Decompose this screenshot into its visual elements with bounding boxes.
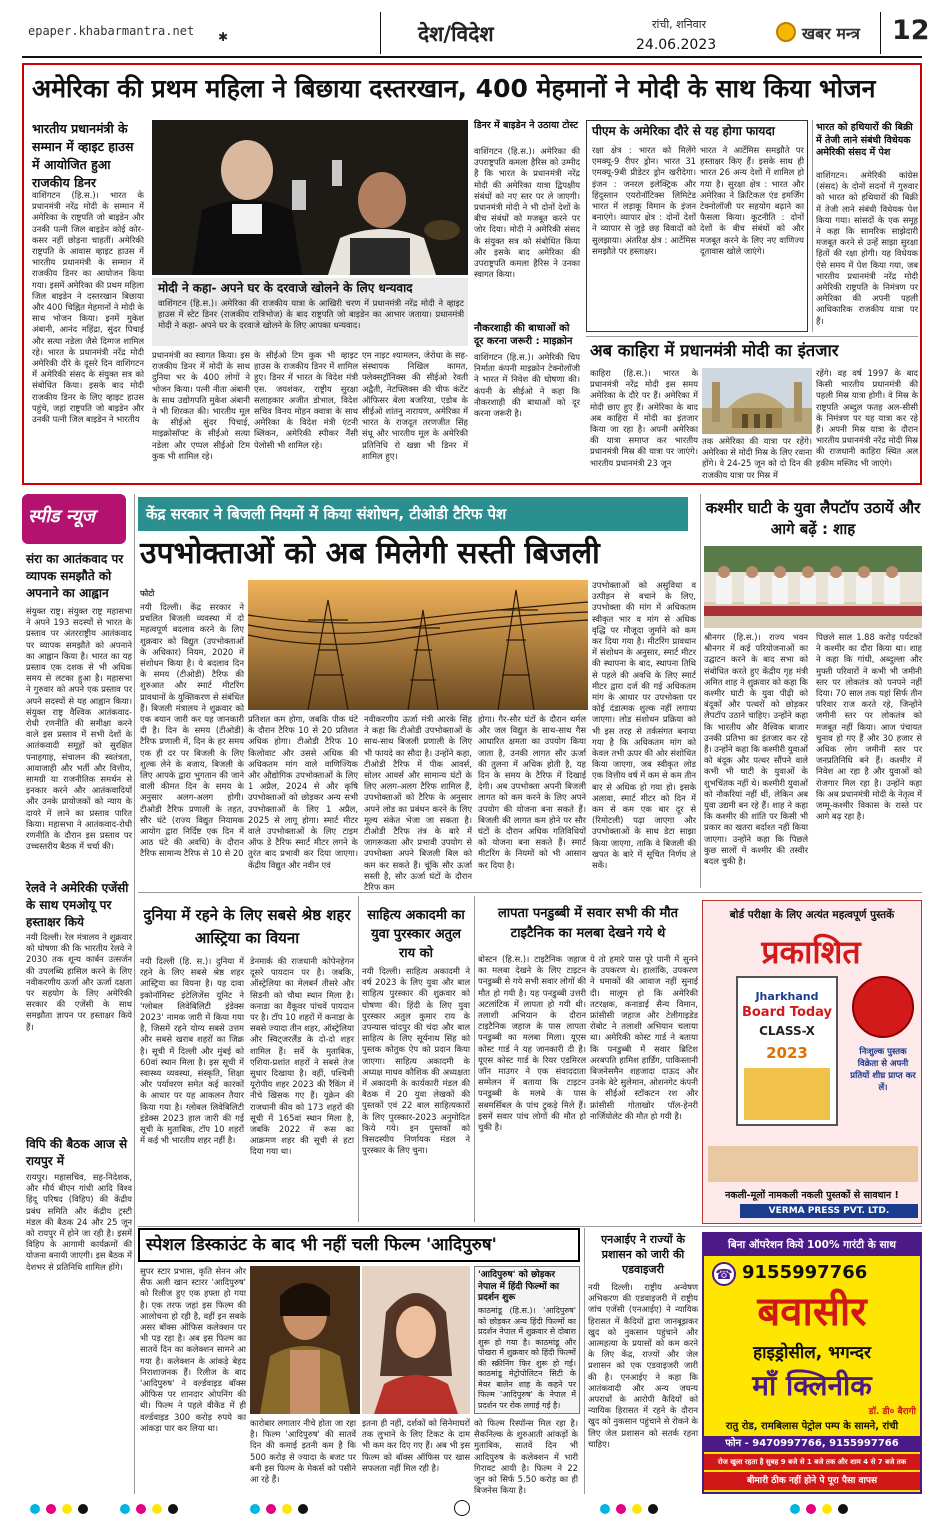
- power-strap: केंद्र सरकार ने बिजली नियमों में किया संशोधन, टीओडी टैरिफ पेश: [146, 505, 507, 523]
- clinic-ad-top: बिना ऑपरेशन किये 100% गारंटी के साथ: [704, 1234, 920, 1256]
- book-ad-side-note: निःशुल्क पुस्तक विक्रेता से अपनी प्रतियों शीघ्र प्राप्त कर लें।: [850, 1047, 916, 1093]
- cairo-photo: [702, 368, 812, 434]
- cairo-body1: काहिरा (हि.स.)। भारत के प्रधानमंत्री नरेंद्र मोदी इस समय अमेरिका के दौरे पर हैं। अमेरिका में मोदी छाए हुए हैं। अमेरिका के बाद अब काहिरा में मोदी का इंतजार किया जा रहा है। अपनी अमेरिका की यात्रा समाप्त कर भारतीय प्रधानमंत्री मिस्र की यात्रा पर जाएंगे। भारतीय प्रधानमंत्री 23 जून: [590, 368, 698, 468]
- lead-below-col2: के सीईओ टिम कुक भी व्हाइट हाउस के राजकीय डिनर में शामिल हुए। डिनर में भारत के विदेश मंत्री एस. जयशंकर, राष्ट्रीय सुरक्षा सलाहकार अजीत डोभाल, विदेश सचिव विनय मोहन क्वात्रा के साथ अमेरिका के विदेश मंत्री एंटनी ब्लिंकन, अमेरिकी स्पीकर नैंसी पेलोसी भी शामिल रहे।: [254, 350, 358, 450]
- book-ad-top: बोर्ड परीक्षा के लिए अत्यंत महत्वपूर्ण पुस्तकें: [729, 909, 895, 921]
- vienna-headline: दुनिया में रहने के लिए सबसे श्रेष्ठ शहर आस्ट्रिया का वियना: [143, 906, 351, 947]
- color-dot: [822, 1504, 832, 1514]
- lead-below-col3: एम नाइट श्यामलन, जेरोधा के सह-संस्थापक निखिल कामत, फ्लेक्सट्रॉनिक्स की सीईओ रेवती अद्वैती, नेटफ्लिक्स की चीफ कंटेंट ऑफिसर बेला बजरिया, एडोब के सीईओ शांतनु नारायण, अमेरिका में भारत के राजदूत तरणजीत सिंह संधू और भारतीय मूल के अमेरिकी प्रतिनिधि रो खन्ना भी डिनर में शामिल हुए।: [362, 350, 468, 461]
- power-col3: नवीकरणीय ऊर्जा मंत्री आरके सिंह ने कहा कि टीओडी उपभोक्ताओं के साथ-साथ बिजली प्रणाली के लिए भी फायदे का सौदा है। उन्होंने कहा, टीओडी टैरिफ में पीक आवर्स, सोलर आवर्स और सामान्य घंटों के लिए अलग-अलग टैरिफ शामिल हैं, उपभोक्ताओं को टैरिफ के अनुसार अपने लोड का प्रबंधन करने के लिए मूल्य संकेत भेजा जा सकता है। टीओडी टैरिफ तंत्र के बारे में जागरूकता और प्रभावी उपयोग से उपभोक्ता अपने बिजली बिल को कम कर सकते हैं। चूंकि सौर ऊर्जा सस्ती है, सौर ऊर्जा घंटों के दौरान टैरिफ कम: [364, 714, 472, 893]
- book-ad-badge: [852, 976, 914, 1038]
- brand-name: खबर मन्त्र: [802, 24, 860, 43]
- book-ad-publisher: VERMA PRESS PVT. LTD.: [740, 1204, 918, 1218]
- clinic-phone[interactable]: 9155997766: [742, 1262, 868, 1283]
- sahitya-headline: साहित्य अकादमी का युवा पुरस्कार अतुल राय को: [367, 908, 465, 961]
- color-dot: [266, 1504, 276, 1514]
- color-dot: [152, 1504, 162, 1514]
- color-dot: [136, 1504, 146, 1514]
- clinic-main: बवासीर: [757, 1289, 867, 1335]
- benefits-box-right: भारत ने आर्टेमिस समझौते पर हस्ताक्षर किए हैं। इसके साथ ही भारत 26 अन्य देशों में शामिल हो गया है। सुरक्षा क्षेत्र : भारत और अमेरिका ने क्रिटिकल एंड इमर्जिंग टेक्नोलॉजी पर सहयोग बढ़ाने का फैसला किया। कूटनीति : दोनों देशों के बीच संबंधों को और मजबूत करने के लिए नए वाणिज्य दूतावास खोले जाएंगे।: [700, 145, 804, 256]
- kashmir-rule: [700, 494, 701, 888]
- speed-body1: संयुक्त राष्ट्र। संयुक्त राष्ट्र महासभा ने अपने 193 सदस्यों से भारत के प्रस्ताव पर अंतरराष्ट्रीय आतंकवाद पर व्यापक समझौते को अपनाने का आह्वान किया है। भारत का यह प्रस्ताव एक दशक से भी अधिक समय से लटका हुआ है। महासभा ने गुरुवार को अपने एक प्रस्ताव पर अपने सदस्यों से यह आह्वान किया। संयुक्त राष्ट्र वैश्विक आतंकवाद-रोधी रणनीति की समीक्षा करने वाले इस प्रस्ताव में सभी देशों के आतंकवादी समूहों को सुरक्षित पनाहगाह, संचालन की स्वतंत्रता, आवाजाही और भर्ती और वित्तीय, सामग्री या राजनीतिक समर्थन से इनकार करने और आतंकवादियों और उनके प्रायोजकों को न्याय के दायरे में लाने का प्रस्ताव पारित किया। महासभा ने आतंकवाद-रोधी रणनीति के दौरान इस प्रस्ताव पर उच्चस्तरीय बैठक में चर्चा की।: [26, 606, 132, 852]
- lead-below-col1: प्रधानमंत्री का स्वागत किया। इस राजकीय डिनर में मोदी के साथ दुनिया भर के 400 लोगों ने भोजन किया। पत्नी नीता अंबानी के साथ उद्योगपति मुकेश अंबानी ने भी शिरकत की। भारतीय मूल के सीईओ सुंदर पिचाई, माइक्रोसॉफ्ट के सीईओ सत्या नडेला और एप्पल सीईओ टिम कुक भी शामिल रहे।: [152, 350, 250, 461]
- page-number: 12: [892, 15, 930, 46]
- book-title2: Board Today: [741, 1005, 833, 1020]
- masthead-rule: [22, 56, 922, 58]
- color-dot: [806, 1504, 816, 1514]
- clinic-sub: हाइड्रोसील, भगन्दर: [753, 1343, 871, 1363]
- color-dot: [632, 1504, 642, 1514]
- speed-news-logo: [22, 494, 126, 544]
- color-dot: [616, 1504, 626, 1514]
- sahitya-rule: [474, 896, 475, 1222]
- speed-news-label: स्पीड न्यूज: [28, 506, 95, 527]
- row3-rule: [138, 1226, 922, 1227]
- nepal-inset-body: काठमांडू (हि.स.)। 'आदिपुरुष' को छोड़कर अन्य हिंदी फिल्मों का प्रदर्शन नेपाल में शुक्रवार से दोबारा शुरू हो गया है। काठमांडू और पोखरा में शुक्रवार को हिंदी फिल्मों की स्क्रीनिंग फिर शुरू हो गई। काठमांडू मेट्रोपोलिटन सिटी के मेयर बालेन शाह के कहने पर फिल्म 'आदिपुरुष' के नेपाल में प्रदर्शन पर रोक लगाई गई है।: [478, 1306, 576, 1410]
- nia-body: नयी दिल्ली। राष्ट्रीय अन्वेषण अभिकरण की एडवाइजरी में राष्ट्रीय जांच एजेंसी (एनआईए) ने न्यायिक हिरासत में कैदियों द्वारा जानबूझकर खुद को नुकसान पहुंचाने और आत्महत्या के प्रयासों को कम करने के लिए केंद्र, राज्यों और जेल प्रशासन को एक एडवाइजरी जारी की है। एनआईए ने कहा कि आतंकवादी और अन्य जघन्य अपराधों के आरोपी कैदियों को न्यायिक हिरासत में रहने के दौरान खुद को नुकसान पहुंचाने से रोकने के लिए जेल प्रशासन को सतर्क रहना चाहिए।: [588, 1282, 698, 1449]
- power-col4: होगा। गैर-सौर घंटों के दौरान थर्मल और जल विद्युत के साथ-साथ गैस आधारित क्षमता का उपयोग किया जाता है, उनकी लागत सौर ऊर्जा की तुलना में अधिक होती है, यह दिन के समय के टैरिफ में दिखाई देगी। अब उपभोक्ता अपनी बिजली लागत को कम करने के लिए अपने उपयोग की योजना बना सकते हैं। बिजली की लागत कम होने पर सौर घंटों के दौरान अधिक गतिविधियों को योजना बना सकते हैं। स्मार्ट मीटरिंग के नियमों को भी आसान कर दिया है।: [478, 714, 586, 870]
- adipurush-col1: सुपर स्टार प्रभास, कृति सेनन और सैफ अली खान स्टारर 'आदिपुरुष' को रिलीज हुए एक हफ्ता हो गया है। एक तरफ जहां इस फिल्म की आलोचना हो रही है, वहीं इन सबके असर बॉक्स ऑफिस कलेक्शन पर भी पड़ रहा है। अब इस फिल्म का सातवें दिन का कलेक्शन सामने आ गया है। कलेक्शन के आंकड़े बेहद निराशाजनक हैं। रिलीज के बाद 'आदिपुरुष' ने वर्ल्डवाइड बॉक्स ऑफिस पर शानदार ओपनिंग की थी। फिल्म ने पहले वीकेंड में ही वर्ल्डवाइड 300 करोड़ रुपये का आंकड़ा पार कर लिया था।: [140, 1266, 246, 1433]
- nia-headline: एनआईए ने राज्यों के प्रशासन को जारी की एडवाइजरी: [601, 1233, 685, 1276]
- book-ad-bottom: नकली-मूलों नामकली नकली पुस्तकों से सावधान !: [725, 1190, 899, 1201]
- book-cover-art: [744, 1068, 830, 1120]
- color-dot: [78, 1504, 88, 1514]
- titanic-col1: बोस्टन (हि.स.)। टाइटैनिक जहाज का मलबा देखने के लिए टाइटन पनडुब्बी से गये सभी सवार लोगों की मौत हो गयी है। यह पनडुब्बी उत्तरी अटलांटिक में लापता हो गयी थी। तलाशी अभियान के दौरान टाइटैनिक जहाज के पास लापता पनडुब्बी का मलबा मिला। यूएस कोस्ट गार्ड ने यह जानकारी दी है। यूएस कोस्ट गार्ड के रियर एडमिरल जॉन माउगर ने एक संवाददाता सम्मेलन में बताया कि टाइटन पनडुब्बी के मलबे के पास सबमर्सिबल के पांच टुकड़े मिले हैं। इसमें सवार पांच लोगों की मौत हो चुकी है।: [478, 954, 586, 1133]
- masthead-divider: [380, 12, 381, 54]
- row2-rule: [138, 892, 922, 893]
- clinic-doctor: डॉ. डी० बैरागी: [868, 1407, 916, 1417]
- vienna-col2: डेनमार्क की राजधानी कोपेनहेगन दूसरे पायदान पर है। जबकि, ऑस्ट्रेलिया का मेलबर्न तीसरे और सिडनी को चौथा स्थान मिला है। कनाडा का वैंकूवर पांचवें पायदान पर है। टॉप 10 शहरों में कनाडा के सबसे ज्यादा तीन शहर, ऑस्ट्रेलिया और स्विट्जरलैंड के दो-दो शहर शामिल हैं। सर्वे के मुताबिक, एशिया-प्रशांत शहरों ने सबसे तेज सुधार दिखाया है। वहीं, पश्चिमी यूरोपीय शहर 2023 की रैंकिंग में नीचे खिसक गए हैं। यूक्रेन की राजधानी कीव को 173 शहरों की सूची में 165वां स्थान मिला है, जबकि 2022 में रूस का आक्रमण शहर की सूची से हटा दिया गया था।: [250, 956, 354, 1157]
- book-thumbnails: [708, 1146, 918, 1182]
- color-dot: [790, 1504, 800, 1514]
- registration-crosshair-icon: [454, 1500, 470, 1516]
- sahitya-body: नयी दिल्ली। साहित्य अकादमी ने वर्ष 2023 के लिए युवा और बाल साहित्य पुरस्कार की शुक्रवार को घोषणा की। हिंदी के लिए युवा पुरस्कार अतुल कुमार राय के उपन्यास चांदपुर की चंदा और बाल साहित्य के लिए सूर्यनाथ सिंह को पुस्तक कोतुक ऐप को प्रदान किया जाएगा। साहित्य अकादमी के अध्यक्ष माधव कौशिक की अध्यक्षता में अकादमी के कार्यकारी मंडल की बैठक में 20 युवा लेखकों की पुस्तकों एवं 22 बाल साहित्यकारों के लिए पुरस्कार-2023 अनुमोदित किये गये। इन पुस्तकों को त्रिसदस्यीय निर्णायक मंडल ने पुरस्कार के लिए चुना।: [362, 966, 470, 1156]
- cursor-icon: ✱: [218, 30, 229, 44]
- color-dot: [648, 1504, 658, 1514]
- benefits-box-left: रक्षा क्षेत्र : भारत को मिलेंगे एमक्यू-9 रीपर ड्रोन। भारत 31 एमक्यू-9बी प्रीडेटर ड्रोन खरीदेगा। इंजन : जनरल इलेक्ट्रिक और हिंदुस्तान एयरोनॉटिक्स लिमिटेड भारत में लड़ाकू विमान के इंजन बनाएंगे। व्यापार क्षेत्र : दोनों देशों ने व्यापार से जुड़े छह विवादों को सुलझाया। अंतरिक्ष क्षेत्र : आर्टेमिस समझौते पर हस्ताक्षर।: [592, 145, 696, 256]
- clinic-phones[interactable]: फोन - 9470997766, 9155997766: [704, 1436, 920, 1452]
- lead-headline: अमेरिका की प्रथम महिला ने बिछाया दस्तरखान, 400 मेहमानों ने मोदी के साथ किया भोजन: [32, 74, 876, 103]
- vienna-rule: [358, 896, 359, 1222]
- color-dot: [168, 1504, 178, 1514]
- cairo-headline: अब काहिरा में प्रधानमंत्री मोदी का इंतजार: [590, 341, 839, 360]
- adipurush-headline: स्पेशल डिस्काउंट के बाद भी नहीं चली फिल्म 'आदिपुरुष': [146, 1235, 497, 1255]
- mid-col-body2: वाशिंगटन (हि.स.)। अमेरिकी चिप निर्माता कंपनी माइक्रोन टेक्नोलॉजी ने भारत में निवेश की घोषणा की। कंपनी के सीईओ ने कहा कि नौकरशाही की बाधाओं को दूर करना जरूरी है।: [474, 352, 580, 419]
- kashmir-col2: पिछले साल 1.88 करोड़ पर्यटकों ने कश्मीर का दौरा किया था। शाह ने कहा कि गांधी, अब्दुल्ला और मुफ्ती परिवारों ने कभी भी जमीनी स्तर पर लोकतंत्र को पनपने नहीं दिया। 70 साल तक यहां सिर्फ तीन परिवार राज करते रहे, जिन्होंने जमीनी स्तर पर लोकतंत्र को मजबूत नहीं किया। आज पंचायत चुनाव हो गए हैं और 30 हजार से अधिक लोग जमीनी स्तर पर जनप्रतिनिधि बने हैं। कश्मीर में निवेश आ रहा है और युवाओं को रोजगार मिल रहा है। उन्होंने कहा कि अब प्रधानमंत्री मोदी के नेतृत्व में जम्मू-कश्मीर विकास के रास्ते पर आगे बढ़ रहा है।: [816, 632, 922, 822]
- power-headline: उपभोक्ताओं को अब मिलेगी सस्ती बिजली: [140, 536, 600, 571]
- clinic-timing: रोज खुला रहता है सुबह 9 बजे से 1 बजे तक और शाम 4 से 7 बजे तक: [704, 1454, 920, 1470]
- section-title: देश/विदेश: [418, 22, 494, 46]
- power-col1: नयी दिल्ली। केंद्र सरकार ने प्रचलित बिजली व्यवस्था में दो महत्वपूर्ण बदलाव करने के लिए शुक्रवार को विद्युत (उपभोक्ताओं के अधिकार) नियम, 2020 में संशोधन किया है। ये बदलाव दिन के समय (टीओडी) टैरिफ की शुरुआत और स्मार्ट मीटरिंग प्रावधानों के युक्तिकरण से संबंधित हैं। बिजली मंत्रालय ने शुक्रवार को एक बयान जारी कर यह जानकारी दी है। दिन के समय (टीओडी) टैरिफ प्रणाली में, दिन के हर समय एक ही दर पर बिजली के लिए शुल्क लेने के बजाय, बिजली के लिए आपके द्वारा भुगतान की जाने वाली कीमत दिन के समय के अनुसार अलग-अलग होगी। टीओडी टैरिफ प्रणाली के तहत, सौर घंटे (राज्य विद्युत नियामक आयोग द्वारा निर्दिष्ट एक दिन में आठ घंटे की अवधि) के दौरान टैरिफ सामान्य टैरिफ से 10 से 20: [140, 602, 244, 859]
- arms-bill-body: वाशिंगटन। अमेरिकी कांग्रेस (संसद) के दोनों सदनों में गुरुवार को भारत को हथियारों की बिक्री में तेजी लाने संबंधी विधेयक पेश किया गया। सांसदों के एक समूह ने कहा कि सामरिक साझेदारी मजबूत करने से उन्हें साझा सुरक्षा हितों की रक्षा होगी। यह विधेयक ऐसे समय में पेश किया गया, जब भारतीय प्रधानमंत्री नरेंद्र मोदी अमेरिकी राष्ट्रपति के निमंत्रण पर अमेरिका की अपनी पहली आधिकारिक राजकीय यात्रा पर हैं।: [816, 170, 918, 326]
- benefits-box-head: पीएम के अमेरिका दौरे से यह होगा फायदा: [592, 124, 775, 138]
- kashmir-col1: श्रीनगर (हि.स.)। राज्य भवन श्रीनगर में कई परियोजनाओं का उद्घाटन करने के बाद सभा को संबोधित करते हुए केंद्रीय गृह मंत्री अमित शाह ने शुक्रवार को कहा कि कश्मीर घाटी के युवा पीढ़ी को बंदूकों और पत्थरों को छोड़कर लैपटॉप उठाने चाहिए। उन्होंने कहा कि भारतीय और वैश्विक बाजार उनकी प्रतिभा का इंतजार कर रहे हैं। उन्होंने कहा कि कश्मीरी युवाओं को बंदूक और पत्थर सौंपने वाले कभी भी घाटी के युवाओं के शुभचिंतक नहीं थे। कश्मीरी युवाओं को नौकरियां नहीं थीं, लेकिन अब युवा उद्यमी बन रहे हैं। शाह ने कहा कि कश्मीर की शांति पर किसी भी प्रकार का खतरा बर्दाश्त नहीं किया जाएगा। उन्होंने कहा कि पिछले कुछ सालों में कश्मीर की तस्वीर बदल चुकी है।: [704, 632, 808, 867]
- color-dot: [282, 1504, 292, 1514]
- power-col2: प्रतिशत कम होगा, जबकि पीक घंटे के दौरान टैरिफ 10 से 20 प्रतिशत अधिक होगा। टीओडी टैरिफ 10 किलोवाट और उससे अधिक की अधिकतम मांग वाले वाणिज्यिक और औद्योगिक उपभोक्ताओं के लिए 1 अप्रैल, 2024 से और कृषि उपभोक्ताओं को छोड़कर अन्य सभी उपभोक्ताओं के लिए 1 अप्रैल, 2025 से लागू होगा। स्मार्ट मीटर वाले उपभोक्ताओं के लिए टाइम ऑफ डे टैरिफ स्मार्ट मीटर लगने के तुरंत बाद प्रभावी कर दिया जाएगा। केंद्रीय विद्युत और नवीन एवं: [248, 714, 358, 870]
- color-dot: [120, 1504, 130, 1514]
- color-dot: [62, 1504, 72, 1514]
- book-year: 2023: [766, 1044, 808, 1062]
- mid-col-head: डिनर में बाइडेन ने उठाया टोस्ट: [474, 120, 578, 131]
- color-dot: [600, 1504, 610, 1514]
- clinic-address: रातु रोड, रामबिलास पेट्रोल पम्प के सामने, रांची: [725, 1421, 899, 1432]
- date: 24.06.2023: [636, 37, 717, 53]
- speed-news-rule: [134, 494, 135, 1494]
- speed-body3: रायपुर। महासचिव, सह-निदेशक, और मौर्य बीएन गांधी आदि विश्व हिंदू परिषद (विहिप) की केंद्रीय प्रबंध समिति और केंद्रीय ट्रस्टी मंडल की बैठक 24 और 25 जून को रायपुर में होने जा रही है। इसमें विहिप के आगामी कार्यक्रमों की योजना बनायी जाएगी। इस बैठक में देशभर से प्रतिनिधि शामिल होंगे।: [26, 1172, 132, 1272]
- lead-photo-caption: वाशिंगटन (हि.स.)। अमेरिका की राजकीय यात्रा के आखिरी चरण में प्रधानमंत्री नरेंद्र मोदी ने व्हाइट हाउस में स्टेट डिनर (राजकीय रात्रिभोज) के बाद राष्ट्रपति जो बाइडेन का आभार जताया। प्रधानमंत्री मोदी ने कहा- अपने घर के दरवाजे खोलने के लिए आपका धन्यवाद।: [158, 298, 464, 331]
- speed-body2: नयी दिल्ली। रेल मंत्रालय ने शुक्रवार को घोषणा की कि भारतीय रेलवे ने 2030 तक शून्य कार्बन उत्सर्जन की उपलब्धि हासिल करने के लिए नवीकरणीय ऊर्जा और ऊर्जा दक्षता पर सहयोग के लिए अमेरिकी सरकार की एजेंसी के साथ समझौता ज्ञापन पर हस्ताक्षर किये हैं।: [26, 932, 132, 1032]
- masthead-divider: [880, 12, 881, 54]
- mid-col-head2: नौकरशाही की बाधाओं को दूर करना जरूरी : माइक्रोन: [474, 323, 573, 347]
- site-url[interactable]: epaper.khabarmantra.net: [28, 24, 195, 38]
- speed-head1: संरा का आतंकवाद पर व्यापक समझौते को अपनाने का आह्वान: [26, 552, 124, 600]
- right-col-rule: [812, 120, 813, 332]
- adipurush-col3: इतना ही नहीं, दर्शकों को सिनेमाघरों तक लुभाने के लिए टिकट के दाम भी कम कर दिए गए हैं। अब भी इस फिल्म को बॉक्स ऑफिस पर खास सफलता नहीं मिल रही है।: [362, 1418, 470, 1473]
- nepal-inset-head: 'आदिपुरुष' को छोड़कर नेपाल में हिंदी फिल्मों का प्रदर्शन शुरू: [478, 1270, 560, 1303]
- speed-head3: विपि की बैठक आज से रायपुर में: [26, 1137, 128, 1168]
- lead-subhead: भारतीय प्रधानमंत्री के सम्मान में व्हाइट हाउस में आयोजित हुआ राजकीय डिनर: [32, 121, 134, 190]
- color-dot: [838, 1504, 848, 1514]
- adipurush-photo: [250, 1266, 360, 1414]
- cairo-body2: तक अमेरिका की यात्रा पर रहेंगे। अमेरिका से मोदी मिस्र के लिए रवाना होंगे। वे 24-25 जून को दो दिन की राजकीय यात्रा पर मिस्र में: [702, 436, 812, 480]
- clinic-footer: बीमारी ठीक नहीं होने पे पूरा पैसा वापस: [704, 1472, 920, 1490]
- lead-photo-caption-title: मोदी ने कहा- अपने घर के दरवाजे खोलने के लिए धन्यवाद: [158, 281, 413, 295]
- power-col5: उपभोक्ताओं को असुविधा व उत्पीड़न से बचाने के लिए, उपभोक्ता की मांग में अधिकतम स्वीकृत भार व मांग से अधिक वृद्धि पर मौजूदा जुर्माने को कम कर दिया गया है। मीटरिंग प्रावधान में संशोधन के अनुसार, स्मार्ट मीटर की स्थापना के बाद, स्थापना तिथि से पहले की अवधि के लिए स्मार्ट मीटर द्वारा दर्ज की गई अधिकतम मांग के आधार पर उपभोक्ता पर कोई दंडात्मक शुल्क नहीं लगाया जाएगा। लोड संशोधन प्रक्रिया को भी इस तरह से तर्कसंगत बनाया गया है कि अधिकतम मांग को केवल तभी ऊपर की ओर संशोधित किया जाएगा, जब स्वीकृत लोड एक वित्तीय वर्ष में कम से कम तीन बार से अधिक हो गया हो। इसके अलावा, स्मार्ट मीटर को दिन में कम से कम एक बार दूर से (रिमोटली) पढ़ा जाएगा और उपभोक्ताओं के साथ डेटा साझा किया जाएगा, ताकि वे बिजली की खपत के बारे में सूचित निर्णय ले सकें।: [592, 580, 696, 871]
- masthead: [0, 0, 945, 58]
- lead-photo: [152, 120, 468, 275]
- mid-col-body: वाशिंगटन (हि.स.)। अमेरिका की उपराष्ट्रपति कमला हैरिस को उम्मीद है कि भारत के प्रधानमंत्री नरेंद्र मोदी की अमेरिका यात्रा द्विपक्षीय संबंधों को नए स्तर पर ले जाएगी। प्रधानमंत्री मोदी ने भी दोनों देशों के बीच संबंधों को मजबूत करने पर जोर दिया। मोदी ने अमेरिकी संसद के संयुक्त सत्र को संबोधित किया और इसके बाद अमेरिका की उपराष्ट्रपति कमला हैरिस ने उनका स्वागत किया।: [474, 146, 580, 280]
- kashmir-photo: [704, 546, 922, 628]
- book-class: CLASS-X: [759, 1024, 815, 1038]
- adipurush-col2: कारोबार लगातार नीचे होता जा रहा है। फिल्म 'आदिपुरुष' की सातवें दिन की कमाई इतनी कम है कि 500 करोड़ से ज्यादा के बजट पर बनी इस फिल्म के मेकर्स को पसीने आ रहे हैं।: [250, 1418, 356, 1485]
- clinic-name: माँ क्लिनीक: [752, 1369, 872, 1402]
- lead-col1: वाशिंगटन (हि.स.)। भारत के प्रधानमंत्री नरेंद्र मोदी के सम्मान में अमेरिका के राष्ट्रपति जो बाइडेन और उनकी पत्नी जिल बाइडेन कोई कोर-कसर नहीं छोड़ना चाहतीं। अमेरिकी राष्ट्रपति के आवास व्हाइट हाउस में भारतीय प्रधानमंत्री के सम्मान में राजकीय डिनर का आयोजन किया गया। इसमें अमेरिका की प्रथम महिला जिल बाइडेन ने दस्तरखान बिछाया और 400 चिह्नित मेहमानों ने मोदी के साथ भोजन किया। इनमें मुकेश अंबानी, आनंद महिंद्रा, सुंदर पिचाई और सत्या नडेला जैसे दिग्गज शामिल रहे। भारत के प्रधानमंत्री नरेंद्र मोदी अमेरिकी दौरे के दूसरे दिन वाशिंगटन में अमेरिकी संसद के संयुक्त सत्र को संबोधित किया। इसके बाद मोदी राजकीय डिनर के लिए व्हाइट हाउस पहुंचे, जहां राष्ट्रपति जो बाइडेन और उनकी पत्नी जिल बाइडेन ने भारतीय: [32, 190, 144, 425]
- book-title1: Jharkhand: [755, 990, 819, 1003]
- book-ad-brand: प्रकाशित: [761, 933, 861, 971]
- color-dot: [46, 1504, 56, 1514]
- city-day: रांची, शनिवार: [652, 18, 707, 31]
- arms-bill-head: भारत को हथियारों की बिक्री में तेजी लाने संबंधी विधेयक अमेरिकी संसद में पेश: [816, 122, 913, 158]
- titanic-col2: ये तो हमारे पास पूरे पानी में सुनने के उपकरण थे। हालांकि, उपकरण ने धमाकों की आवाज नहीं सुनाई दी। मालूम हो कि अमेरिकी तटरक्षक, कनाडाई सैन्य विमान, फ्रांसीसी जहाज और टेलीगाइडेड रोबोट ने तलाशी अभियान चलाया था। अमेरिकी कोस्ट गार्ड ने बताया कि पनडुब्बी में सवार ब्रिटिश अरबपति हामिश हार्डिंग, पाकिस्तानी बिजनेसमैन शहजादा दाऊद और उनके बेटे सुलेमान, ओशनगेट कंपनी के सीईओ स्टॉकटन रश और फ्रांसीसी गोताखोर पॉल-हेनरी नार्जियोलेट की मौत हो गयी है।: [590, 954, 698, 1121]
- vienna-col1: नयी दिल्ली (हि. स.)। दुनिया में रहने के लिए सबसे श्रेष्ठ शहर आस्ट्रिया का वियना है। यह दावा इकोनॉमिस्ट इंटेलिजेंस यूनिट ने 'ग्लोबल लिवेबिलिटी इंडेक्स 2023' नामक जारी में किया गया है, जिसमें रहने योग्य सबसे उत्तम और सबसे खराब शहरों का जिक्र है। सूची में दिल्ली और मुंबई को 60वां स्थान मिला है। इस सूची में स्वास्थ्य व्यवस्था, संस्कृति, शिक्षा और पर्यावरण समेत कई कारकों के आधार पर यह आकलन तैयार किया गया है। ग्लोबल लिवेबिलिटी इंडेक्स 2023 हाल जारी की गई सूची के मुताबिक, टॉप 10 शहरों में कई भी भारतीय शहर नहीं है।: [140, 956, 244, 1146]
- power-photo-credit: फोटो: [140, 589, 155, 598]
- phone-icon: ☎: [712, 1262, 736, 1286]
- nia-rule: [584, 1228, 585, 1494]
- brand-logo-icon: [776, 22, 796, 42]
- adipurush-col4: को फिल्म रिस्पॉन्स मिल रहा है। सैकनिल्क के शुरुआती आंकड़ों के मुताबिक, सातवें दिन भी आदिपुरुष के कलेक्शन में भारी गिरावट आयी है। फिल्म ने 22 जून को सिर्फ 5.50 करोड़ का ही बिजनेस किया है।: [474, 1418, 578, 1496]
- titanic-headline: लापता पनडुब्बी में सवार सभी की मौत टाइटैनिक का मलबा देखने गये थे: [497, 906, 679, 941]
- power-photo: [248, 580, 588, 710]
- adipurush-photo-2: [362, 1266, 470, 1414]
- cairo-rule: [586, 336, 918, 337]
- kashmir-headline: कश्मीर घाटी के युवा लैपटॉप उठायें और आगे बढ़ें : शाह: [705, 499, 921, 538]
- color-dot: [250, 1504, 260, 1514]
- cairo-body3: रहेंगे। वह वर्ष 1997 के बाद किसी भारतीय प्रधानमंत्री की पहली मिस्र यात्रा होगी। वे मिस्र के राष्ट्रपति अब्दुल फतह अल-सीसी के निमंत्रण पर यह यात्रा कर रहे हैं। अपनी मिस्र यात्रा के दौरान भारतीय प्रधानमंत्री नरेंद्र मोदी मिस्र की राजधानी काहिरा स्थित अल हकीम मस्जिद भी जाएंगे।: [816, 368, 918, 468]
- color-dot: [30, 1504, 40, 1514]
- color-dot: [298, 1504, 308, 1514]
- speed-head2: रेलवे ने अमेरिकी एजेंसी के साथ एमओयू पर हस्ताक्षर किये: [26, 881, 129, 929]
